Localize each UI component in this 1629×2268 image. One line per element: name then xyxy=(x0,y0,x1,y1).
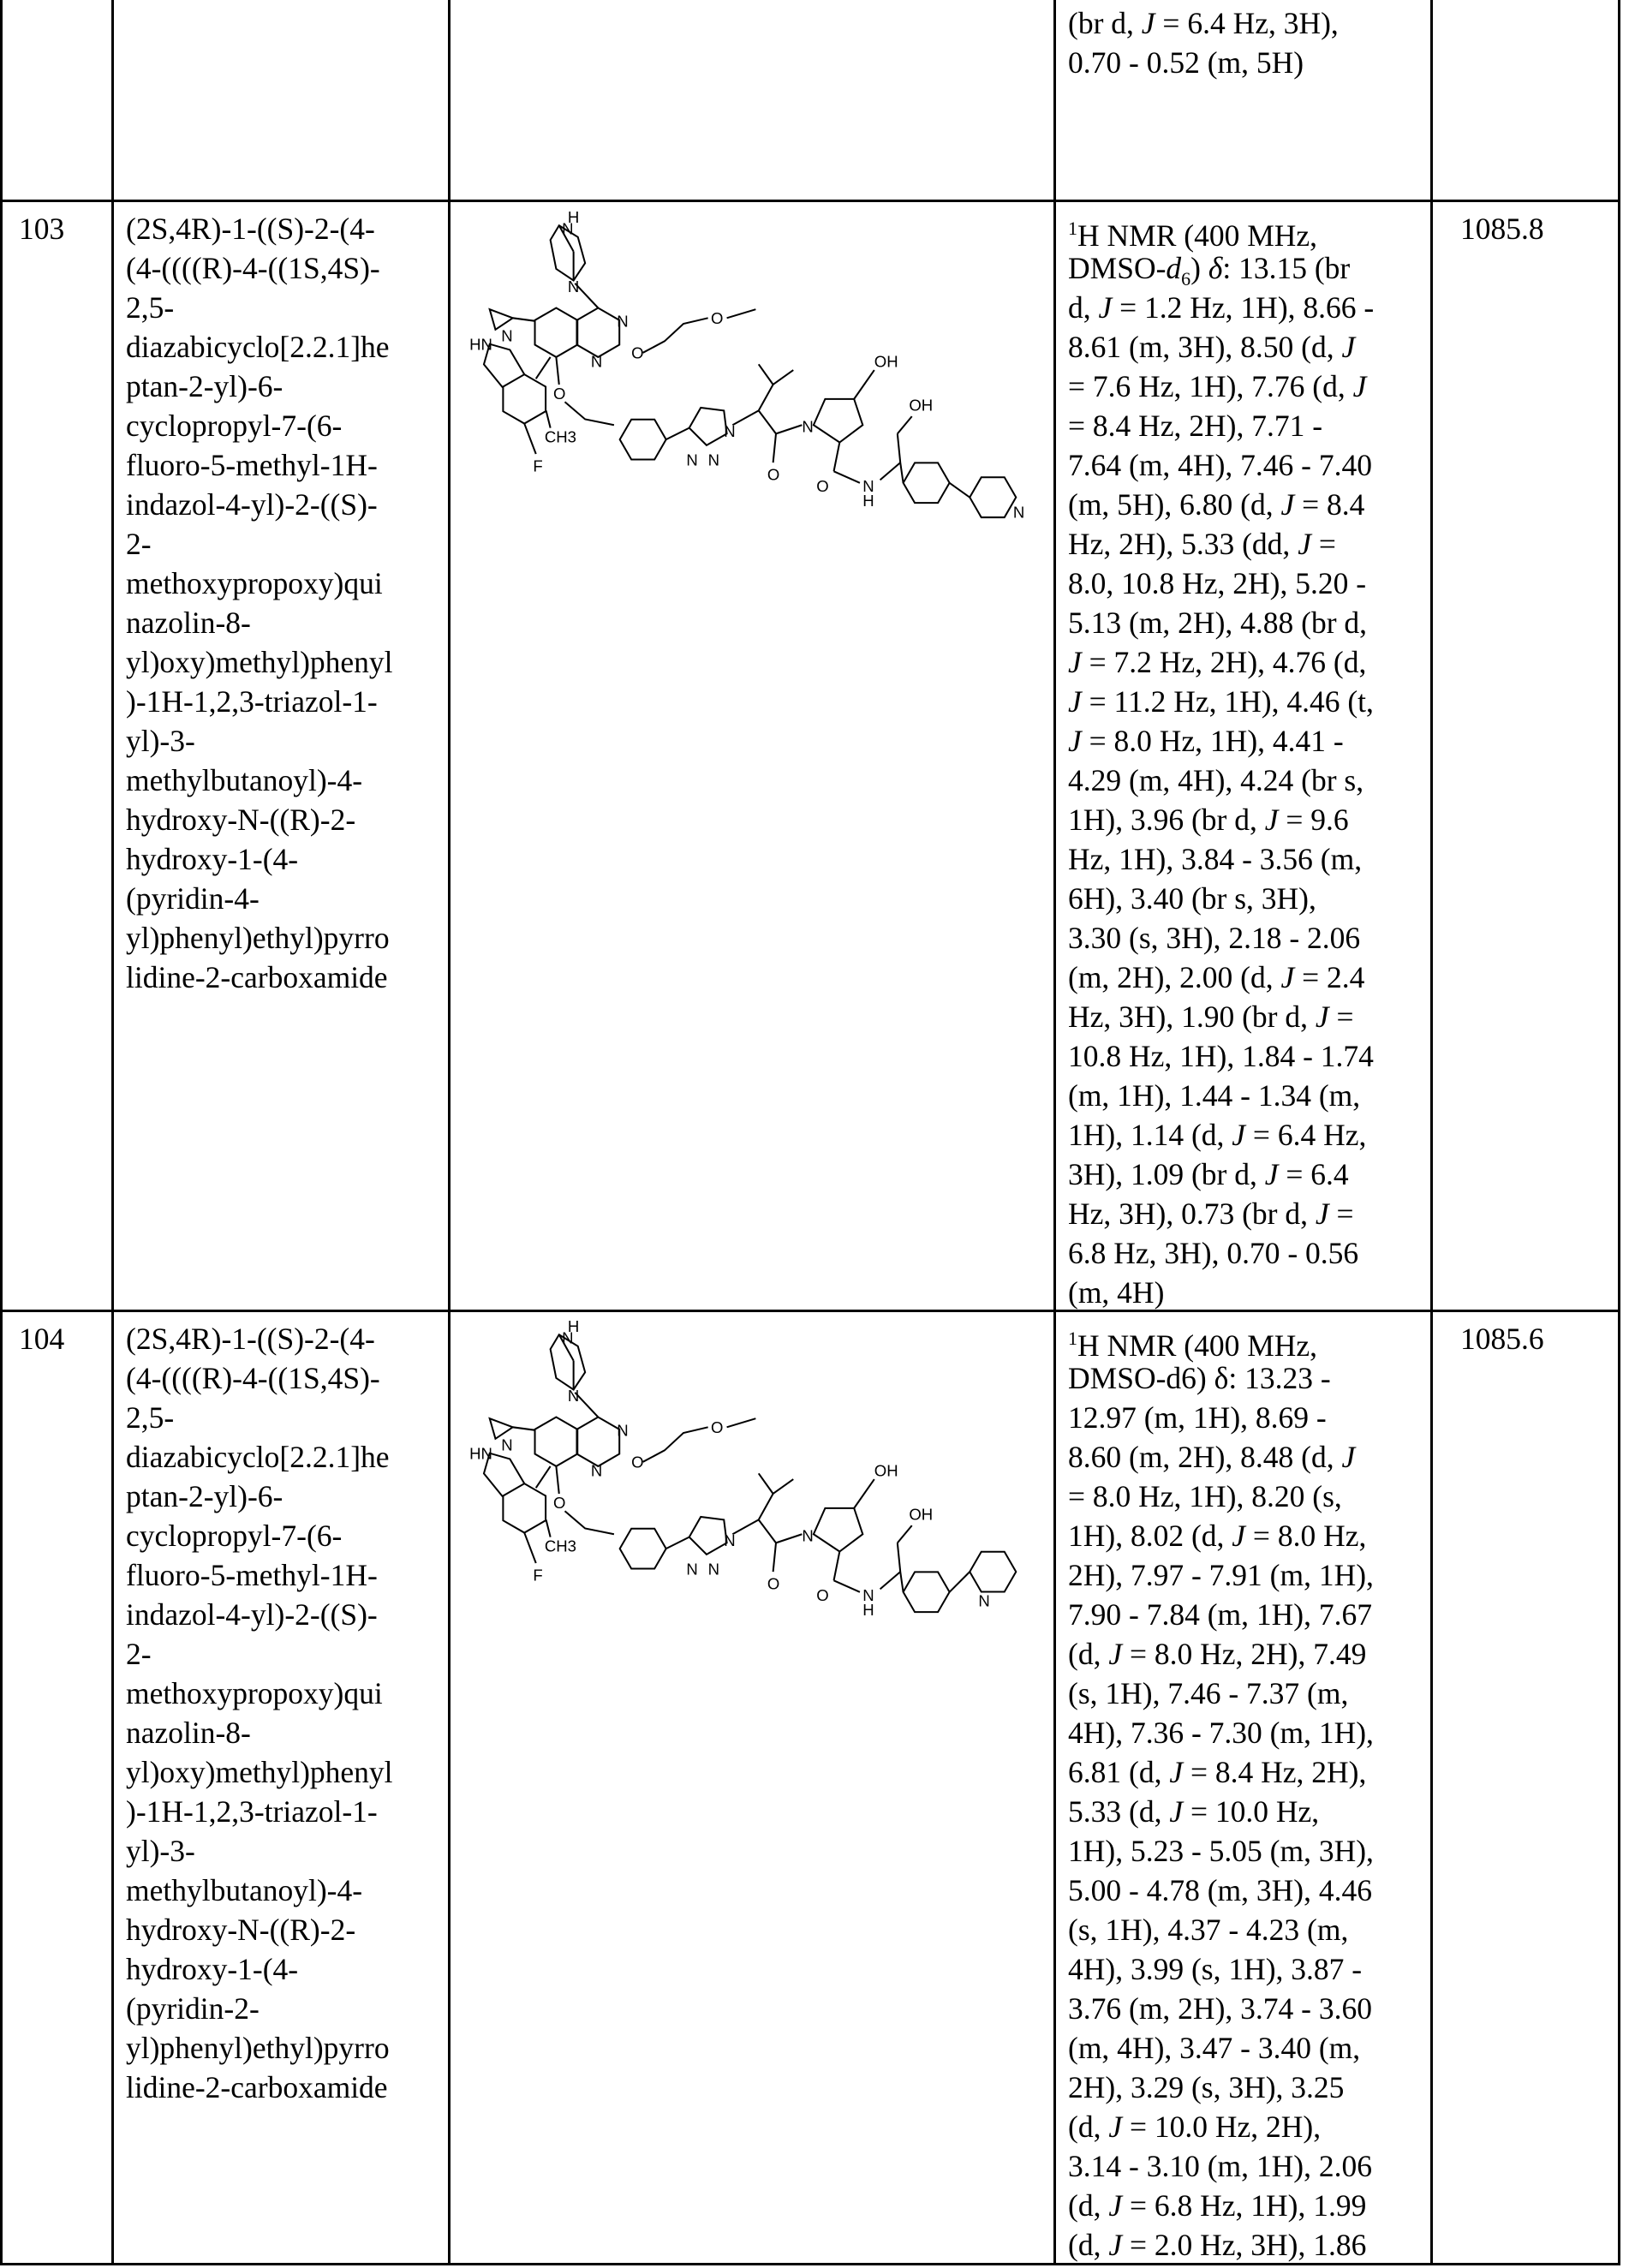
nmr-line: 1H), 8.02 (d, J = 8.0 Hz, xyxy=(1068,1516,1374,1555)
atom-label: N xyxy=(708,1561,719,1579)
bond xyxy=(900,1572,903,1592)
bond xyxy=(565,1511,614,1534)
nmr-line: 3.14 - 3.10 (m, 1H), 2.06 xyxy=(1068,2146,1374,2186)
atom-label: N xyxy=(708,451,719,469)
atom-label: N xyxy=(802,418,813,436)
nmr-line: 12.97 (m, 1H), 8.69 - xyxy=(1068,1398,1374,1437)
atom-label: N xyxy=(501,1435,512,1453)
atom-label: O xyxy=(553,1494,565,1512)
bond xyxy=(620,420,666,460)
atom-label: N xyxy=(617,312,628,330)
bond xyxy=(854,370,874,399)
atom-label: N xyxy=(862,477,874,495)
atom-label: O xyxy=(816,1586,828,1604)
nmr-line: 4.29 (m, 4H), 4.24 (br s, xyxy=(1068,761,1374,800)
name-line: 2,5- xyxy=(126,1398,393,1437)
nmr-line: 1H), 5.23 - 5.05 (m, 3H), xyxy=(1068,1831,1374,1871)
atom-label: O xyxy=(711,309,723,327)
atom-label: CH3 xyxy=(545,1537,576,1555)
atom-label: O xyxy=(631,344,643,362)
nmr-line: DMSO-d6) δ: 13.15 (br xyxy=(1068,248,1374,288)
atom-label: HN xyxy=(469,335,492,353)
nmr-line: (m, 4H) xyxy=(1068,1273,1374,1312)
bond xyxy=(576,1417,619,1465)
mass-value: 1085.6 xyxy=(1460,1319,1544,1358)
bond xyxy=(666,1537,689,1549)
bond xyxy=(689,408,727,445)
name-line: nazolin-8- xyxy=(126,603,393,642)
bond xyxy=(814,1508,862,1552)
bond xyxy=(643,1427,708,1462)
atom-label: OH xyxy=(909,1505,933,1523)
name-line: cyclopropyl-7-(6- xyxy=(126,1516,393,1555)
nmr-line: (d, J = 2.0 Hz, 3H), 1.86 xyxy=(1068,2225,1374,2265)
bond xyxy=(546,410,551,427)
table-border xyxy=(1618,0,1620,2265)
name-line: cyclopropyl-7-(6- xyxy=(126,406,393,445)
nmr-line: 2H), 3.29 (s, 3H), 3.25 xyxy=(1068,2068,1374,2107)
bond xyxy=(689,1517,727,1555)
nmr-line: 1H), 3.96 (br d, J = 9.6 xyxy=(1068,800,1374,839)
bond xyxy=(546,1519,551,1537)
nmr-line: 3.30 (s, 3H), 2.18 - 2.06 xyxy=(1068,918,1374,958)
name-line: hydroxy-1-(4- xyxy=(126,839,393,879)
name-line: (2S,4R)-1-((S)-2-(4- xyxy=(126,209,393,248)
atom-label: N xyxy=(724,1531,735,1549)
nmr-line: 6.81 (d, J = 8.4 Hz, 2H), xyxy=(1068,1752,1374,1792)
atom-label: O xyxy=(767,1574,779,1592)
name-line: (4-((((R)-4-((1S,4S)- xyxy=(126,1358,393,1398)
nmr-line: J = 7.2 Hz, 2H), 4.76 (d, xyxy=(1068,642,1374,682)
atom-label: N xyxy=(591,1462,602,1480)
bond xyxy=(503,374,546,423)
bond xyxy=(759,1519,776,1543)
nmr-line: (br d, J = 6.4 Hz, 3H), xyxy=(1068,3,1339,43)
row-divider xyxy=(0,1310,1620,1312)
bond xyxy=(834,1580,860,1592)
bond xyxy=(898,1525,912,1543)
atom-label: H xyxy=(862,492,874,510)
nmr-line: DMSO-d6) δ: 13.23 - xyxy=(1068,1358,1374,1398)
bond xyxy=(814,399,862,443)
name-line: indazol-4-yl)-2-((S)- xyxy=(126,1595,393,1634)
bond xyxy=(950,483,970,498)
row-divider xyxy=(0,2263,1620,2265)
bond xyxy=(536,1466,551,1488)
atom-label: OH xyxy=(874,1462,898,1480)
bond xyxy=(970,1552,1016,1592)
name-line: nazolin-8- xyxy=(126,1713,393,1752)
name-line: hydroxy-N-((R)-2- xyxy=(126,1910,393,1949)
nmr-line: = 8.0 Hz, 1H), 8.20 (s, xyxy=(1068,1477,1374,1516)
nmr-line: J = 8.0 Hz, 1H), 4.41 - xyxy=(1068,721,1374,761)
nmr-line: 1H NMR (400 MHz, xyxy=(1068,1319,1374,1358)
bond xyxy=(900,463,903,483)
atom-label: N xyxy=(1013,503,1024,521)
nmr-line: (d, J = 8.0 Hz, 2H), 7.49 xyxy=(1068,1634,1374,1674)
name-line: (pyridin-4- xyxy=(126,879,393,918)
atom-label: O xyxy=(553,385,565,403)
nmr-line: (s, 1H), 4.37 - 4.23 (m, xyxy=(1068,1910,1374,1949)
atom-label: OH xyxy=(909,396,933,414)
bond xyxy=(732,1473,773,1534)
nmr-line: 1H NMR (400 MHz, xyxy=(1068,209,1374,248)
mass-value: 1085.8 xyxy=(1460,209,1544,248)
nmr-line: Hz, 2H), 5.33 (dd, J = xyxy=(1068,524,1374,564)
bond xyxy=(773,1543,776,1572)
bond xyxy=(773,1479,794,1494)
nmr-line: (m, 5H), 6.80 (d, J = 8.4 xyxy=(1068,485,1374,524)
column-divider xyxy=(448,0,451,2265)
chemical-structure-103 xyxy=(469,208,1036,542)
column-divider xyxy=(1430,0,1433,2265)
nmr-line: 6H), 3.40 (br s, 3H), xyxy=(1068,879,1374,918)
name-line: fluoro-5-methyl-1H- xyxy=(126,445,393,485)
name-line: 2- xyxy=(126,524,393,564)
row-divider xyxy=(0,200,1620,202)
atom-label: F xyxy=(533,1566,542,1584)
bond xyxy=(643,318,708,353)
nmr-line: 8.61 (m, 3H), 8.50 (d, J xyxy=(1068,327,1374,367)
bond xyxy=(776,425,802,433)
bond xyxy=(898,1543,900,1572)
bond xyxy=(536,357,551,379)
bond xyxy=(898,433,900,463)
bond xyxy=(575,1393,598,1418)
bond xyxy=(556,357,558,385)
bond xyxy=(513,1427,534,1429)
atom-label: O xyxy=(711,1418,723,1436)
atom-label: N xyxy=(568,278,579,295)
compound-id: 104 xyxy=(19,1319,64,1358)
nmr-cell xyxy=(1068,3,1339,82)
nmr-line: 6.8 Hz, 3H), 0.70 - 0.56 xyxy=(1068,1233,1374,1273)
nmr-line: Hz, 3H), 1.90 (br d, J = xyxy=(1068,997,1374,1036)
bond xyxy=(834,443,840,472)
nmr-line: (d, J = 10.0 Hz, 2H), xyxy=(1068,2107,1374,2146)
bond xyxy=(759,410,776,433)
name-line: methoxypropoxy)qui xyxy=(126,1674,393,1713)
atom-label: N xyxy=(568,1387,579,1405)
table-border xyxy=(0,0,3,2265)
atom-label: O xyxy=(631,1453,643,1471)
bond xyxy=(834,471,860,483)
name-line: methylbutanoyl)-4- xyxy=(126,761,393,800)
bond xyxy=(773,433,776,463)
name-line: yl)oxy)methyl)phenyl xyxy=(126,1752,393,1792)
name-line: methoxypropoxy)qui xyxy=(126,564,393,603)
name-line: hydroxy-1-(4- xyxy=(126,1949,393,1989)
atom-label: N xyxy=(591,353,602,371)
name-line: )-1H-1,2,3-triazol-1- xyxy=(126,1792,393,1831)
atom-label: H xyxy=(862,1601,874,1619)
atom-label: CH3 xyxy=(545,428,576,446)
nmr-line: J = 11.2 Hz, 1H), 4.46 (t, xyxy=(1068,682,1374,721)
name-line: yl)phenyl)ethyl)pyrro xyxy=(126,2028,393,2068)
bond xyxy=(513,318,534,320)
bond xyxy=(535,307,578,356)
bond xyxy=(732,364,773,425)
bond xyxy=(535,1417,578,1465)
name-line: methylbutanoyl)-4- xyxy=(126,1871,393,1910)
nmr-line: 3H), 1.09 (br d, J = 6.4 xyxy=(1068,1155,1374,1194)
bond xyxy=(880,1572,901,1589)
name-line: yl)-3- xyxy=(126,1831,393,1871)
name-line: yl)phenyl)ethyl)pyrro xyxy=(126,918,393,958)
atom-label: N xyxy=(724,422,735,440)
nmr-cell xyxy=(1068,1319,1374,2265)
bond xyxy=(898,416,912,433)
nmr-line: 7.90 - 7.84 (m, 1H), 7.67 xyxy=(1068,1595,1374,1634)
nmr-line: 0.70 - 0.52 (m, 5H) xyxy=(1068,43,1339,82)
nmr-line: 4H), 7.36 - 7.30 (m, 1H), xyxy=(1068,1713,1374,1752)
column-divider xyxy=(1053,0,1056,2265)
nmr-line: (d, J = 6.8 Hz, 1H), 1.99 xyxy=(1068,2186,1374,2225)
nmr-line: 2H), 7.97 - 7.91 (m, 1H), xyxy=(1068,1555,1374,1595)
name-line: diazabicyclo[2.2.1]he xyxy=(126,1437,393,1477)
nmr-line: 3.76 (m, 2H), 3.74 - 3.60 xyxy=(1068,1989,1374,2028)
atom-label: H xyxy=(568,1317,579,1335)
name-line: yl)-3- xyxy=(126,721,393,761)
name-line: indazol-4-yl)-2-((S)- xyxy=(126,485,393,524)
atom-label: N xyxy=(686,451,697,469)
name-line: ptan-2-yl)-6- xyxy=(126,1477,393,1516)
name-line: yl)oxy)methyl)phenyl xyxy=(126,642,393,682)
nmr-line: Hz, 1H), 3.84 - 3.56 (m, xyxy=(1068,839,1374,879)
nmr-line: 10.8 Hz, 1H), 1.84 - 1.74 xyxy=(1068,1036,1374,1076)
name-line: fluoro-5-methyl-1H- xyxy=(126,1555,393,1595)
compound-id: 103 xyxy=(19,209,64,248)
bond xyxy=(576,307,619,356)
name-line: diazabicyclo[2.2.1]he xyxy=(126,327,393,367)
nmr-cell xyxy=(1068,209,1374,1312)
atom-label: N xyxy=(617,1421,628,1439)
nmr-line: 5.33 (d, J = 10.0 Hz, xyxy=(1068,1792,1374,1831)
nmr-line: 7.64 (m, 4H), 7.46 - 7.40 xyxy=(1068,445,1374,485)
nmr-line: (m, 2H), 2.00 (d, J = 2.4 xyxy=(1068,958,1374,997)
compound-name-cell xyxy=(126,209,393,997)
bond xyxy=(776,1534,802,1543)
nmr-line: 5.13 (m, 2H), 4.88 (br d, xyxy=(1068,603,1374,642)
compound-table xyxy=(0,0,1629,2268)
atom-label: N xyxy=(562,219,573,237)
nmr-line: 8.0, 10.8 Hz, 2H), 5.20 - xyxy=(1068,564,1374,603)
nmr-line: = 8.4 Hz, 2H), 7.71 - xyxy=(1068,406,1374,445)
bond xyxy=(524,1533,536,1563)
atom-label: F xyxy=(533,457,542,474)
name-line: lidine-2-carboxamide xyxy=(126,2068,393,2107)
atom-label: H xyxy=(568,208,579,226)
atom-label: N xyxy=(802,1527,813,1545)
nmr-line: 4H), 3.99 (s, 1H), 3.87 - xyxy=(1068,1949,1374,1989)
bond xyxy=(727,309,756,318)
nmr-line: (s, 1H), 7.46 - 7.37 (m, xyxy=(1068,1674,1374,1713)
nmr-line: d, J = 1.2 Hz, 1H), 8.66 - xyxy=(1068,288,1374,327)
atom-label: OH xyxy=(874,353,898,371)
bond xyxy=(620,1529,666,1569)
bond xyxy=(854,1479,874,1508)
column-divider xyxy=(111,0,114,2265)
nmr-line: = 7.6 Hz, 1H), 7.76 (d, J xyxy=(1068,367,1374,406)
atom-label: HN xyxy=(469,1444,492,1462)
bond xyxy=(565,402,614,425)
bond xyxy=(666,428,689,440)
bond xyxy=(904,1572,950,1612)
bond xyxy=(950,1572,970,1592)
compound-name-cell xyxy=(126,1319,393,2107)
bond xyxy=(575,284,598,308)
bond xyxy=(904,463,950,503)
name-line: ptan-2-yl)-6- xyxy=(126,367,393,406)
bond xyxy=(773,370,794,385)
nmr-line: 8.60 (m, 2H), 8.48 (d, J xyxy=(1068,1437,1374,1477)
bond xyxy=(880,463,901,480)
atom-label: N xyxy=(978,1592,989,1610)
atom-label: O xyxy=(816,477,828,495)
atom-label: O xyxy=(767,465,779,483)
bond xyxy=(727,1418,756,1427)
nmr-line: (m, 4H), 3.47 - 3.40 (m, xyxy=(1068,2028,1374,2068)
nmr-line: 5.00 - 4.78 (m, 3H), 4.46 xyxy=(1068,1871,1374,1910)
name-line: lidine-2-carboxamide xyxy=(126,958,393,997)
bond xyxy=(970,477,1016,517)
name-line: )-1H-1,2,3-triazol-1- xyxy=(126,682,393,721)
chemical-structure-104 xyxy=(469,1317,1036,1651)
atom-label: N xyxy=(686,1561,697,1579)
atom-label: N xyxy=(501,326,512,344)
name-line: (pyridin-2- xyxy=(126,1989,393,2028)
name-line: (2S,4R)-1-((S)-2-(4- xyxy=(126,1319,393,1358)
atom-label: N xyxy=(562,1328,573,1346)
bond xyxy=(524,424,536,454)
nmr-line: Hz, 3H), 0.73 (br d, J = xyxy=(1068,1194,1374,1233)
nmr-line: 1H), 1.14 (d, J = 6.4 Hz, xyxy=(1068,1115,1374,1155)
bond xyxy=(556,1466,558,1494)
bond xyxy=(503,1483,546,1532)
name-line: hydroxy-N-((R)-2- xyxy=(126,800,393,839)
name-line: 2,5- xyxy=(126,288,393,327)
nmr-line: (m, 1H), 1.44 - 1.34 (m, xyxy=(1068,1076,1374,1115)
name-line: (4-((((R)-4-((1S,4S)- xyxy=(126,248,393,288)
bond xyxy=(834,1552,840,1581)
name-line: 2- xyxy=(126,1634,393,1674)
atom-label: N xyxy=(862,1586,874,1604)
